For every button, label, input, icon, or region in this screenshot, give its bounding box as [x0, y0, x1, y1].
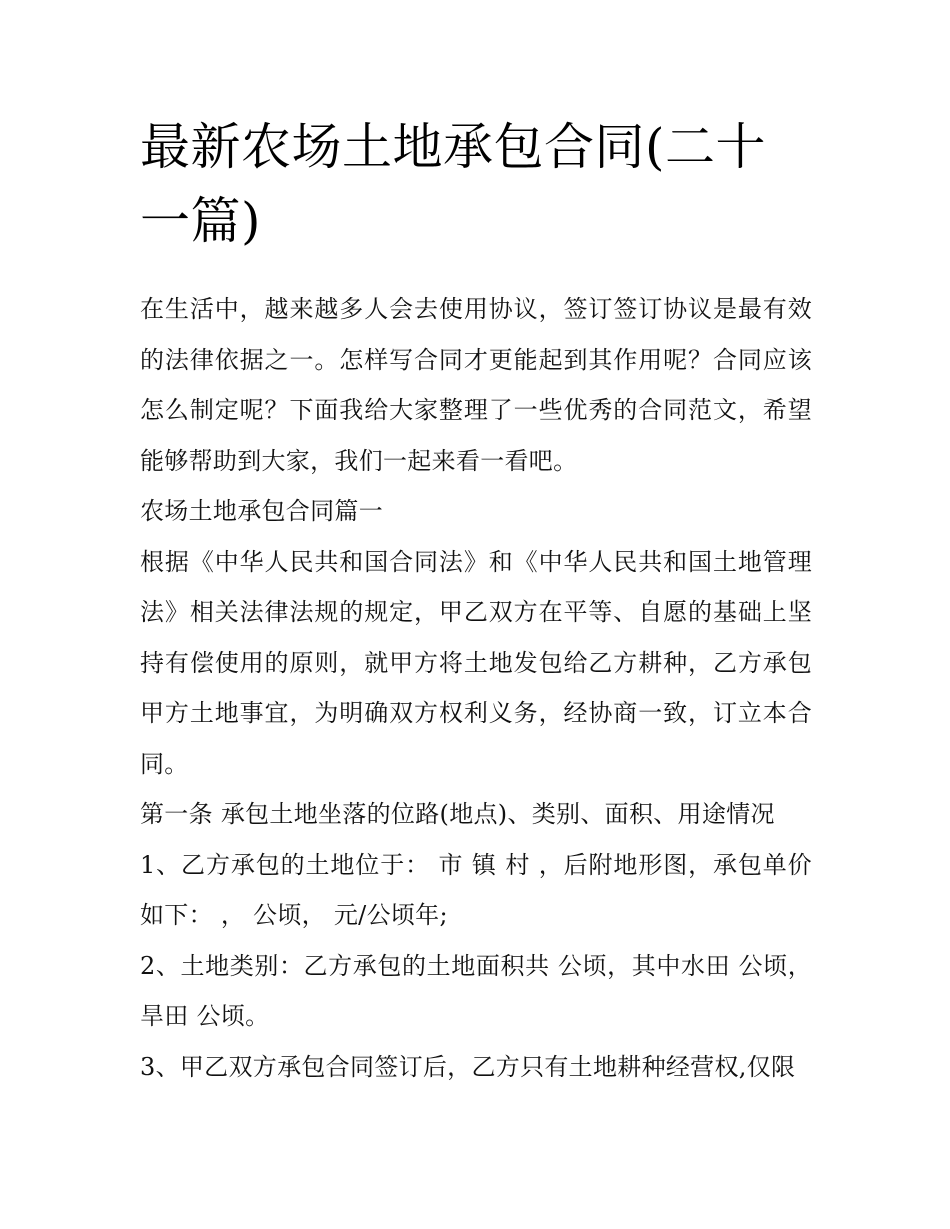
- intro-paragraph: 在生活中，越来越多人会去使用协议，签订签订协议是最有效的法律依据之一。怎样写合同才更能起到其作用呢？合同应该怎么制定呢？下面我给大家整理了一些优秀的合同范文，希望能够帮助到大家，我们一起来看一看吧。: [140, 295, 812, 475]
- document-body: [140, 284, 812, 1092]
- clause-3: 3、甲乙双方承包合同签订后，乙方只有土地耕种经营权,仅限: [140, 1052, 796, 1081]
- document-content: [140, 110, 812, 1092]
- clause-2: 2、土地类别：乙方承包的土地面积共 公顷，其中水田 公顷，旱田 公顷。: [140, 951, 812, 1030]
- section-heading: 农场土地承包合同篇一: [140, 497, 383, 525]
- document-title: 最新农场土地承包合同(二十一篇): [140, 118, 767, 250]
- contract-preamble: 根据《中华人民共和国合同法》和《中华人民共和国土地管理法》相关法律法规的规定，甲乙双方在平等、自愿的基础上坚持有偿使用的原则，就甲方将土地发包给乙方耕种，乙方承包甲方土地事宜，为明确双方权利义务，经协商一致，订立本合同。: [140, 547, 812, 778]
- clause-1: 1、乙方承包的土地位于： 市 镇 村 ，后附地形图，承包单价如下： ， 公顷， 元/公顷年;: [140, 850, 812, 929]
- article-heading: 第一条 承包土地坐落的位路(地点)、类别、面积、用途情况: [140, 800, 775, 828]
